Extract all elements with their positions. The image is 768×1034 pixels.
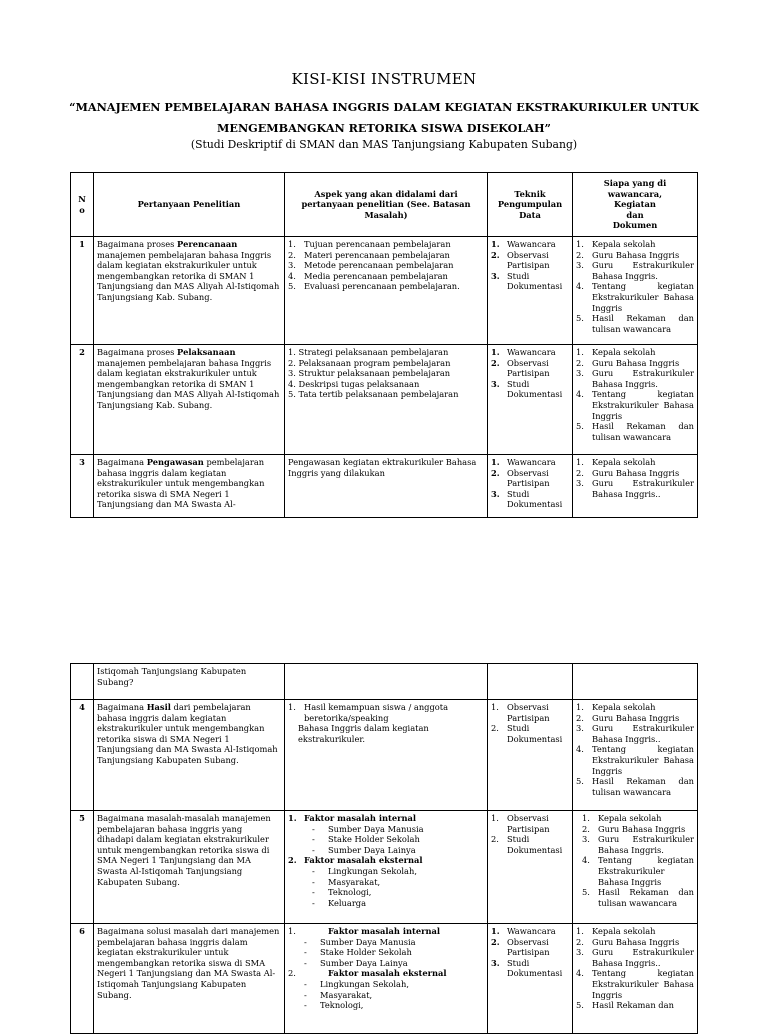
research-question: Bagaimana proses Perencanaan manajemen pembelajaran bahasa Inggris dalam kegiatan ekstrakurikuler untuk mengembangkan retorika di SMAN 1 Tanjungsiang dan MAS Aliyah Al-Istiqomah Tanjungsiang Kab. Subang. [94,237,285,345]
header-technique: Teknik Pengumpulan Data [488,173,573,237]
list-item: 2. Studi Dokumentasi [491,834,563,855]
document-title: KISI-KISI INSTRUMEN [291,70,477,88]
list-item: 1. Hasil kemampuan siswa / anggota beretorika/speaking [288,702,449,723]
technique-list [488,700,573,811]
table-row [71,345,698,455]
list-item: 3. Guru Estrakurikuler Bahasa Inggris. [576,368,694,389]
table-row [71,924,698,1034]
list-item: 3. Studi Dokumentasi [491,957,563,979]
header-aspect: Aspek yang akan didalami dari pertanyaan penelitian (See. Batasan Masalah) [285,173,488,237]
list-item: 2. Faktor masalah eksternal - Lingkungan Sekolah, - Masyarakat, - Teknologi, [288,968,447,1011]
list-item: 3. Studi Dokumentasi [491,270,563,292]
list-item: 3. Studi Dokumentasi [491,378,563,400]
list-item: 5. Hasil Rekaman dan tulisan wawancara [576,421,694,442]
list-item: 1. Kepala sekolah [576,702,656,712]
list-item: 4. Media perencanaan pembelajaran [288,270,448,281]
list-item: 1. Wawancara [491,239,556,249]
list-item: 5. Hasil Rekaman dan [576,1000,674,1011]
technique-list [488,455,573,518]
research-question: Bagaimana proses Pelaksanaan manajemen pembelajaran bahasa Inggris dalam kegiatan ekstrakurikuler untuk mengembangkan retorika di SMAN 1 Tanjungsiang dan MAS Aliyah Al-Istiqomah Tanjungsiang Kab. Subang. [94,345,285,455]
row-number: 6 [71,924,94,1034]
row-number: 4 [71,700,94,811]
research-question-continued: Istiqomah Tanjungsiang Kabupaten Subang? [94,664,285,700]
document-subtitle [0,97,768,139]
table-row [71,664,698,700]
subtitle-line-2: MENGEMBANGKAN RETORIKA SISWA DISEKOLAH” [217,121,551,135]
list-item: 2. Guru Bahasa Inggris [576,936,680,947]
list-item: 3. Guru Estrakurikuler Bahasa Inggris. [576,260,694,281]
list-item: 2. Observasi Partisipan [491,249,550,271]
list-item: 2. Guru Bahasa Inggris [576,249,680,260]
list-item: 5. Hasil Rekaman dan tulisan wawancara [576,776,694,797]
table-row [71,237,698,345]
header-no: No [71,173,94,237]
aspect-list [285,924,488,1034]
list-item: 1. Wawancara [491,457,556,467]
list-item: 5. Hasil Rekaman dan tulisan wawancara [582,887,694,908]
list-item: 1. Observasi Partisipan [491,813,550,834]
instrument-table-page-2 [70,663,698,1034]
who-list [573,924,698,1034]
list-item: 3. Guru Estrakurikuler Bahasa Inggris.. [576,723,694,744]
row-number: 3 [71,455,94,518]
list-item: 2. Studi Dokumentasi [491,723,563,744]
list-item: 2. Observasi Partisipan [491,936,550,958]
aspect-list: 1. Strategi pelaksanaan pembelajaran 2. Pelaksanaan program pembelajaran 3. Struktur pelaksanaan pembelajaran 4. Deskripsi tugas pelaksanaan 5. Tata tertib pelaksanaan pembelajaran [285,345,488,455]
table-header-row [71,173,698,237]
list-item: 4. Tentang kegiatan Ekstrakurikuler Bahasa Inggris [576,389,694,421]
list-item: 1. Observasi Partisipan [491,702,550,723]
aspect-list [285,811,488,924]
list-item: 1. Kepala sekolah [576,457,656,467]
list-item: 2. Guru Bahasa Inggris [582,823,686,834]
table-row [71,700,698,811]
list-item: 1. Kepala sekolah [576,926,656,936]
header-who: Siapa yang di wawancara, Kegiatan dan Dokumen [573,173,698,237]
technique-list [488,811,573,924]
research-question: Bagaimana Pengawasan pembelajaran bahasa inggris dalam kegiatan ekstrakurikuler untuk mengembangkan retorika siswa di SMA Negeri 1 Tanjungsiang dan MA Swasta Al- [94,455,285,518]
aspect-text: Pengawasan kegiatan ektrakurikuler Bahasa Inggris yang dilakukan [285,455,488,518]
technique-list [488,345,573,455]
list-item: 1. Kepala sekolah [576,347,656,357]
list-item: 2. Guru Bahasa Inggris [576,357,680,368]
row-number: 1 [71,237,94,345]
technique-list [488,924,573,1034]
who-list [573,811,698,924]
header-question: Pertanyaan Penelitian [94,173,285,237]
list-item: 4. Tentang kegiatan Ekstrakurikuler Bahasa Inggris [576,281,694,313]
list-item: 4. Tentang kegiatan Ekstrakurikuler Bahasa Inggris [582,855,694,887]
research-question: Bagaimana solusi masalah dari manajemen pembelajaran bahasa inggris dalam kegiatan ekstrakurikuler untuk mengembangkan retorika siswa di SMA Negeri 1 Tanjungsiang dan MA Swasta Al-Istiqomah Tanjungsiang Kabupaten Subang. [94,924,285,1034]
list-item: 1. Kepala sekolah [576,239,656,249]
technique-list [488,237,573,345]
list-item: 2. Observasi Partisipan [491,467,550,489]
aspect-list [285,237,488,345]
list-item: 2. Materi perencanaan pembelajaran [288,249,450,260]
list-item: 1. Faktor masalah internal - Sumber Daya Manusia - Stake Holder Sekolah - Sumber Daya Lainya [288,926,441,968]
who-list [573,345,698,455]
list-item: 2. Guru Bahasa Inggris [576,712,680,723]
list-item: 3. Guru Estrakurikuler Bahasa Inggris.. [576,947,694,968]
list-item: 4. Tentang kegiatan Ekstrakurikuler Bahasa Inggris [576,744,694,776]
list-item: 2. Observasi Partisipan [491,357,550,379]
list-item: 5. Evaluasi perencanaan pembelajaran. [288,281,460,292]
list-item: 1. Wawancara [491,347,556,357]
aspect-text: 1. Hasil kemampuan siswa / anggota beretorika/speaking Bahasa Inggris dalam kegiatan ekstrakurikuler. [285,700,488,811]
row-number: 5 [71,811,94,924]
subtitle-line-1: “MANAJEMEN PEMBELAJARAN BAHASA INGGRIS DALAM KEGIATAN EKSTRAKURIKULER UNTUK [69,100,699,114]
list-item: 3. Metode perencanaan pembelajaran [288,260,454,271]
list-item: 3. Guru Estrakurikuler Bahasa Inggris. [582,834,694,855]
list-item: 2. Faktor masalah eksternal - Lingkungan Sekolah, - Masyarakat, - Teknologi, - Keluarga [288,855,423,908]
table-row [71,455,698,518]
list-item: 1. Kepala sekolah [582,813,662,823]
study-description: (Studi Deskriptif di SMAN dan MAS Tanjungsiang Kabupaten Subang) [190,138,578,151]
row-number: 2 [71,345,94,455]
list-item: 3. Guru Estrakurikuler Bahasa Inggris.. [576,478,694,499]
list-item: 5. Hasil Rekaman dan tulisan wawancara [576,313,694,334]
list-item: 1. Tujuan perencanaan pembelajaran [288,239,451,249]
research-question: Bagaimana Hasil dari pembelajaran bahasa inggris dalam kegiatan ekstrakurikuler untuk mengembangkan retorika siswa di SMA Negeri 1 Tanjungsiang dan MA Swasta Al-Istiqomah Tanjungsiang Kabupaten Subang. [94,700,285,811]
list-item: 4. Tentang kegiatan Ekstrakurikuler Bahasa Inggris [576,968,694,1000]
who-list [573,455,698,518]
who-list [573,700,698,811]
list-item: 1. Wawancara [491,926,556,936]
table-row [71,811,698,924]
who-list [573,237,698,345]
list-item: 3. Studi Dokumentasi [491,488,563,510]
list-item: 2. Guru Bahasa Inggris [576,467,680,478]
research-question: Bagaimana masalah-masalah manajemen pembelajaran bahasa inggris yang dihadapi dalam kegiatan ekstrakurikuler untuk mengembangkan retorika siswa di SMA Negeri 1 Tanjungsiang dan MA Swasta Al-Istiqomah Tanjungsiang Kabupaten Subang. [94,811,285,924]
instrument-table-page-1 [70,172,698,518]
list-item: 1. Faktor masalah internal - Sumber Daya Manusia - Stake Holder Sekolah - Sumber Daya Lainya [288,813,424,855]
